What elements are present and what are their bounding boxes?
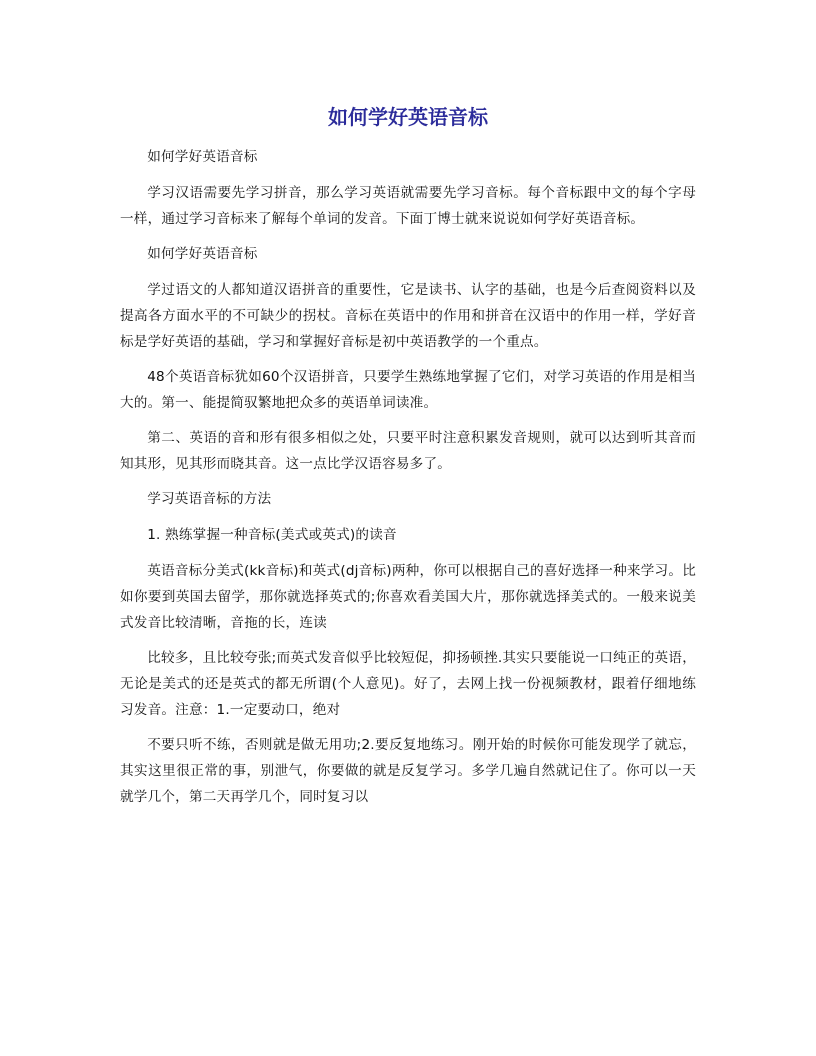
paragraph-us-uk: 英语音标分美式(kk音标)和英式(dj音标)两种，你可以根据自己的喜好选择一种来学习。比如你要到英国去留学，那你就选择英式的;你喜欢看美国大片，那你就选择美式的。一般来说美式发音比较清晰，音拖的长，连读: [120, 563, 696, 631]
paragraph-48-symbols: 48个英语音标犹如60个汉语拼音，只要学生熟练地掌握了它们，对学习英语的作用是相当大的。第一、能提简驭繁地把众多的英语单词读准。: [120, 369, 696, 411]
paragraph-methods-heading: 学习英语音标的方法: [147, 491, 272, 507]
paragraph-practice: 不要只听不练，否则就是做无用功;2.要反复地练习。刚开始的时候你可能发现学了就忘，其实这里很正常的事，别泄气，你要做的就是反复学习。多学几遍自然就记住了。你可以一天就学几个，第二天再学几个，同时复习以: [120, 737, 696, 805]
paragraph-method-1: 1. 熟练掌握一种音标(美式或英式)的读音: [147, 527, 397, 543]
paragraph-importance: 学过语文的人都知道汉语拼音的重要性，它是读书、认字的基础，也是今后查阅资料以及提高各方面水平的不可缺少的拐杖。音标在英语中的作用和拼音在汉语中的作用一样，学好音标是学好英语的基础，学习和掌握好音标是初中英语教学的一个重点。: [120, 282, 696, 350]
paragraph-intro: 学习汉语需要先学习拼音，那么学习英语就需要先学习音标。每个音标跟中文的每个字母一样，通过学习音标来了解每个单词的发音。下面丁博士就来说说如何学好英语音标。: [120, 185, 696, 227]
paragraph-subtitle-1: 如何学好英语音标: [147, 149, 258, 165]
document-title: 如何学好英语音标: [328, 105, 488, 129]
paragraph-second-point: 第二、英语的音和形有很多相似之处，只要平时注意积累发音规则，就可以达到听其音而知其形，见其形而晓其音。这一点比学汉语容易多了。: [120, 430, 696, 472]
paragraph-subtitle-2: 如何学好英语音标: [147, 246, 258, 262]
paragraph-comparison: 比较多，且比较夸张;而英式发音似乎比较短促，抑扬顿挫.其实只要能说一口纯正的英语，无论是美式的还是英式的都无所谓(个人意见)。好了，去网上找一份视频教材，跟着仔细地练习发音。注意：1.一定要动口，绝对: [120, 650, 696, 718]
